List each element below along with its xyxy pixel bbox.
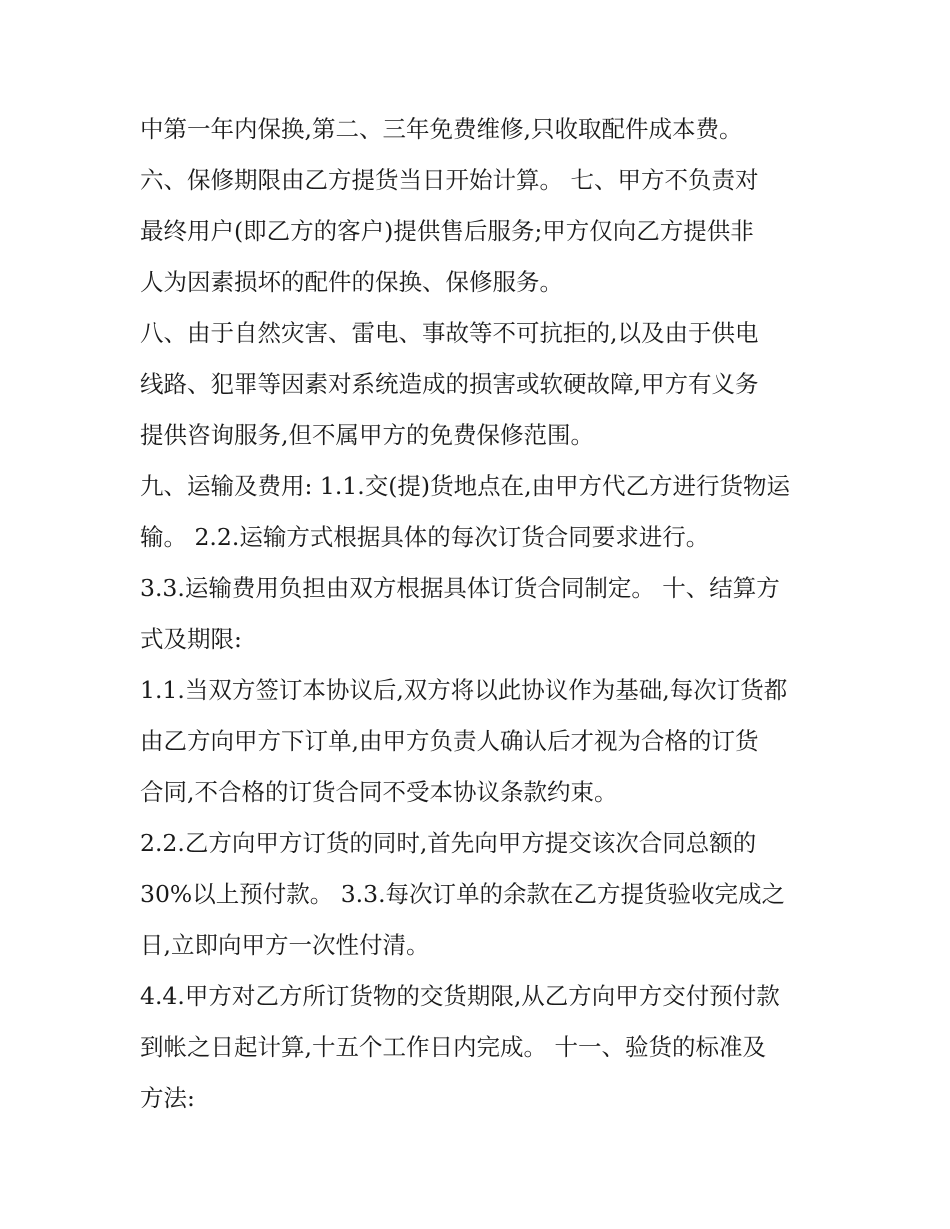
text-line: 最终用户(即乙方的客户)提供售后服务;甲方仅向乙方提供非	[140, 217, 754, 245]
text-line: 2.2.乙方向甲方订货的同时,首先向甲方提交该次合同总额的	[140, 829, 757, 857]
contract-body	[140, 104, 820, 1124]
text-line: 1.1.当双方签订本协议后,双方将以此协议作为基础,每次订货都	[140, 676, 788, 704]
text-line: 日,立即向甲方一次性付清。	[140, 931, 430, 959]
text-line: 九、运输及费用: 1.1.交(提)货地点在,由甲方代乙方进行货物运	[140, 472, 791, 500]
text-line: 到帐之日起计算,十五个工作日内完成。 十一、验货的标准及	[140, 1033, 766, 1061]
text-line: 3.3.运输费用负担由双方根据具体订货合同制定。 十、结算方	[140, 574, 780, 602]
text-line: 30%以上预付款。 3.3.每次订单的余款在乙方提货验收完成之	[140, 880, 786, 908]
text-line: 人为因素损坏的配件的保换、保修服务。	[140, 268, 563, 296]
text-line: 八、由于自然灾害、雷电、事故等不可抗拒的,以及由于供电	[140, 319, 759, 347]
text-line: 中第一年内保换,第二、三年免费维修,只收取配件成本费。	[140, 115, 743, 143]
text-line: 式及期限:	[140, 625, 242, 653]
text-line: 4.4.甲方对乙方所订货物的交货期限,从乙方向甲方交付预付款	[140, 982, 780, 1010]
text-line: 方法:	[140, 1084, 195, 1112]
text-line: 线路、犯罪等因素对系统造成的损害或软硬故障,甲方有义务	[140, 370, 759, 398]
text-line: 提供咨询服务,但不属甲方的免费保修范围。	[140, 421, 594, 449]
text-line: 输。 2.2.运输方式根据具体的每次订货合同要求进行。	[140, 523, 710, 551]
text-line: 由乙方向甲方下订单,由甲方负责人确认后才视为合格的订货	[140, 727, 759, 755]
text-line: 六、保修期限由乙方提货当日开始计算。 七、甲方不负责对	[140, 166, 759, 194]
text-line: 合同,不合格的订货合同不受本协议条款约束。	[140, 778, 618, 806]
